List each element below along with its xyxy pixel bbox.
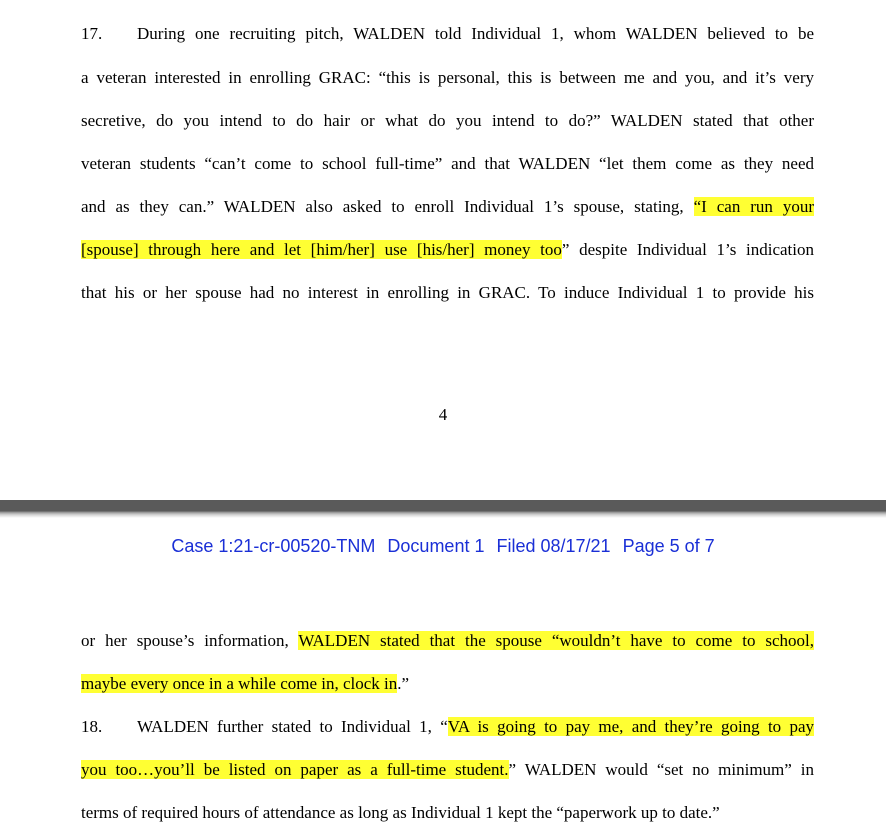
line-text: WALDEN further stated to Individual 1, “ [137, 717, 448, 736]
paragraph-17-line-3 [81, 108, 814, 134]
paragraph-number-18: 18. [81, 717, 103, 736]
line-text: ” despite Individual 1’s indication [561, 240, 814, 259]
highlighted-quote: you too…you’ll be listed on paper as a full-time student. [81, 760, 509, 779]
highlighted-quote: VA is going to pay me, and they’re going to pay [447, 717, 814, 736]
highlighted-quote: maybe every once in a while come in, clock in [81, 674, 398, 693]
line-text: secretive, do you intend to do hair or what do you intend to do?” WALDEN stated that other [81, 111, 814, 130]
paragraph-18-line-1 [81, 714, 814, 740]
line-text: terms of required hours of attendance as long as Individual 1 kept the “paperwork up to date.” [81, 803, 720, 822]
document-number: Document 1 [387, 536, 485, 556]
paragraph-17-line-6 [81, 237, 814, 263]
highlighted-quote: [spouse] through here and let [him/her] use [his/her] money too [81, 240, 562, 259]
highlighted-quote: WALDEN stated that the spouse “wouldn’t have to come to school, [298, 631, 815, 650]
line-text: and as they can.” WALDEN also asked to enroll Individual 1’s spouse, stating, [81, 197, 694, 216]
page-5 [0, 518, 886, 838]
line-text: During one recruiting pitch, WALDEN told Individual 1, whom WALDEN believed to be [137, 24, 814, 43]
line-text: ” WALDEN would “set no minimum” in [508, 760, 814, 779]
case-number: Case 1:21-cr-00520-TNM [171, 536, 376, 556]
filed-date: Filed 08/17/21 [496, 536, 611, 556]
page-count: Page 5 of 7 [622, 536, 715, 556]
paragraph-17-line-4 [81, 151, 814, 177]
line-text: .” [397, 674, 410, 693]
line-text: veteran students “can’t come to school full-time” and that WALDEN “let them come as they need [81, 154, 814, 173]
paragraph-17-line-9 [81, 671, 814, 697]
line-text: a veteran interested in enrolling GRAC: “this is personal, this is between me and you, and it’s very [81, 68, 814, 87]
paragraph-18-line-2 [81, 757, 814, 783]
paragraph-18-line-3 [81, 800, 814, 826]
highlighted-quote: “I can run your [693, 197, 814, 216]
line-text: that his or her spouse had no interest in enrolling in GRAC. To induce Individual 1 to provide his [81, 283, 814, 302]
paragraph-number-17: 17. [81, 24, 103, 43]
paragraph-17-line-8 [81, 628, 814, 654]
paragraph-17-line-2 [81, 65, 814, 91]
paragraph-17-line-7 [81, 280, 814, 306]
page-number: 4 [438, 405, 448, 424]
case-header [0, 533, 886, 559]
paragraph-17-line-5 [81, 194, 814, 220]
line-text: or her spouse’s information, [81, 631, 299, 650]
page-separator [0, 500, 886, 518]
paragraph-17-line-1 [81, 21, 814, 47]
